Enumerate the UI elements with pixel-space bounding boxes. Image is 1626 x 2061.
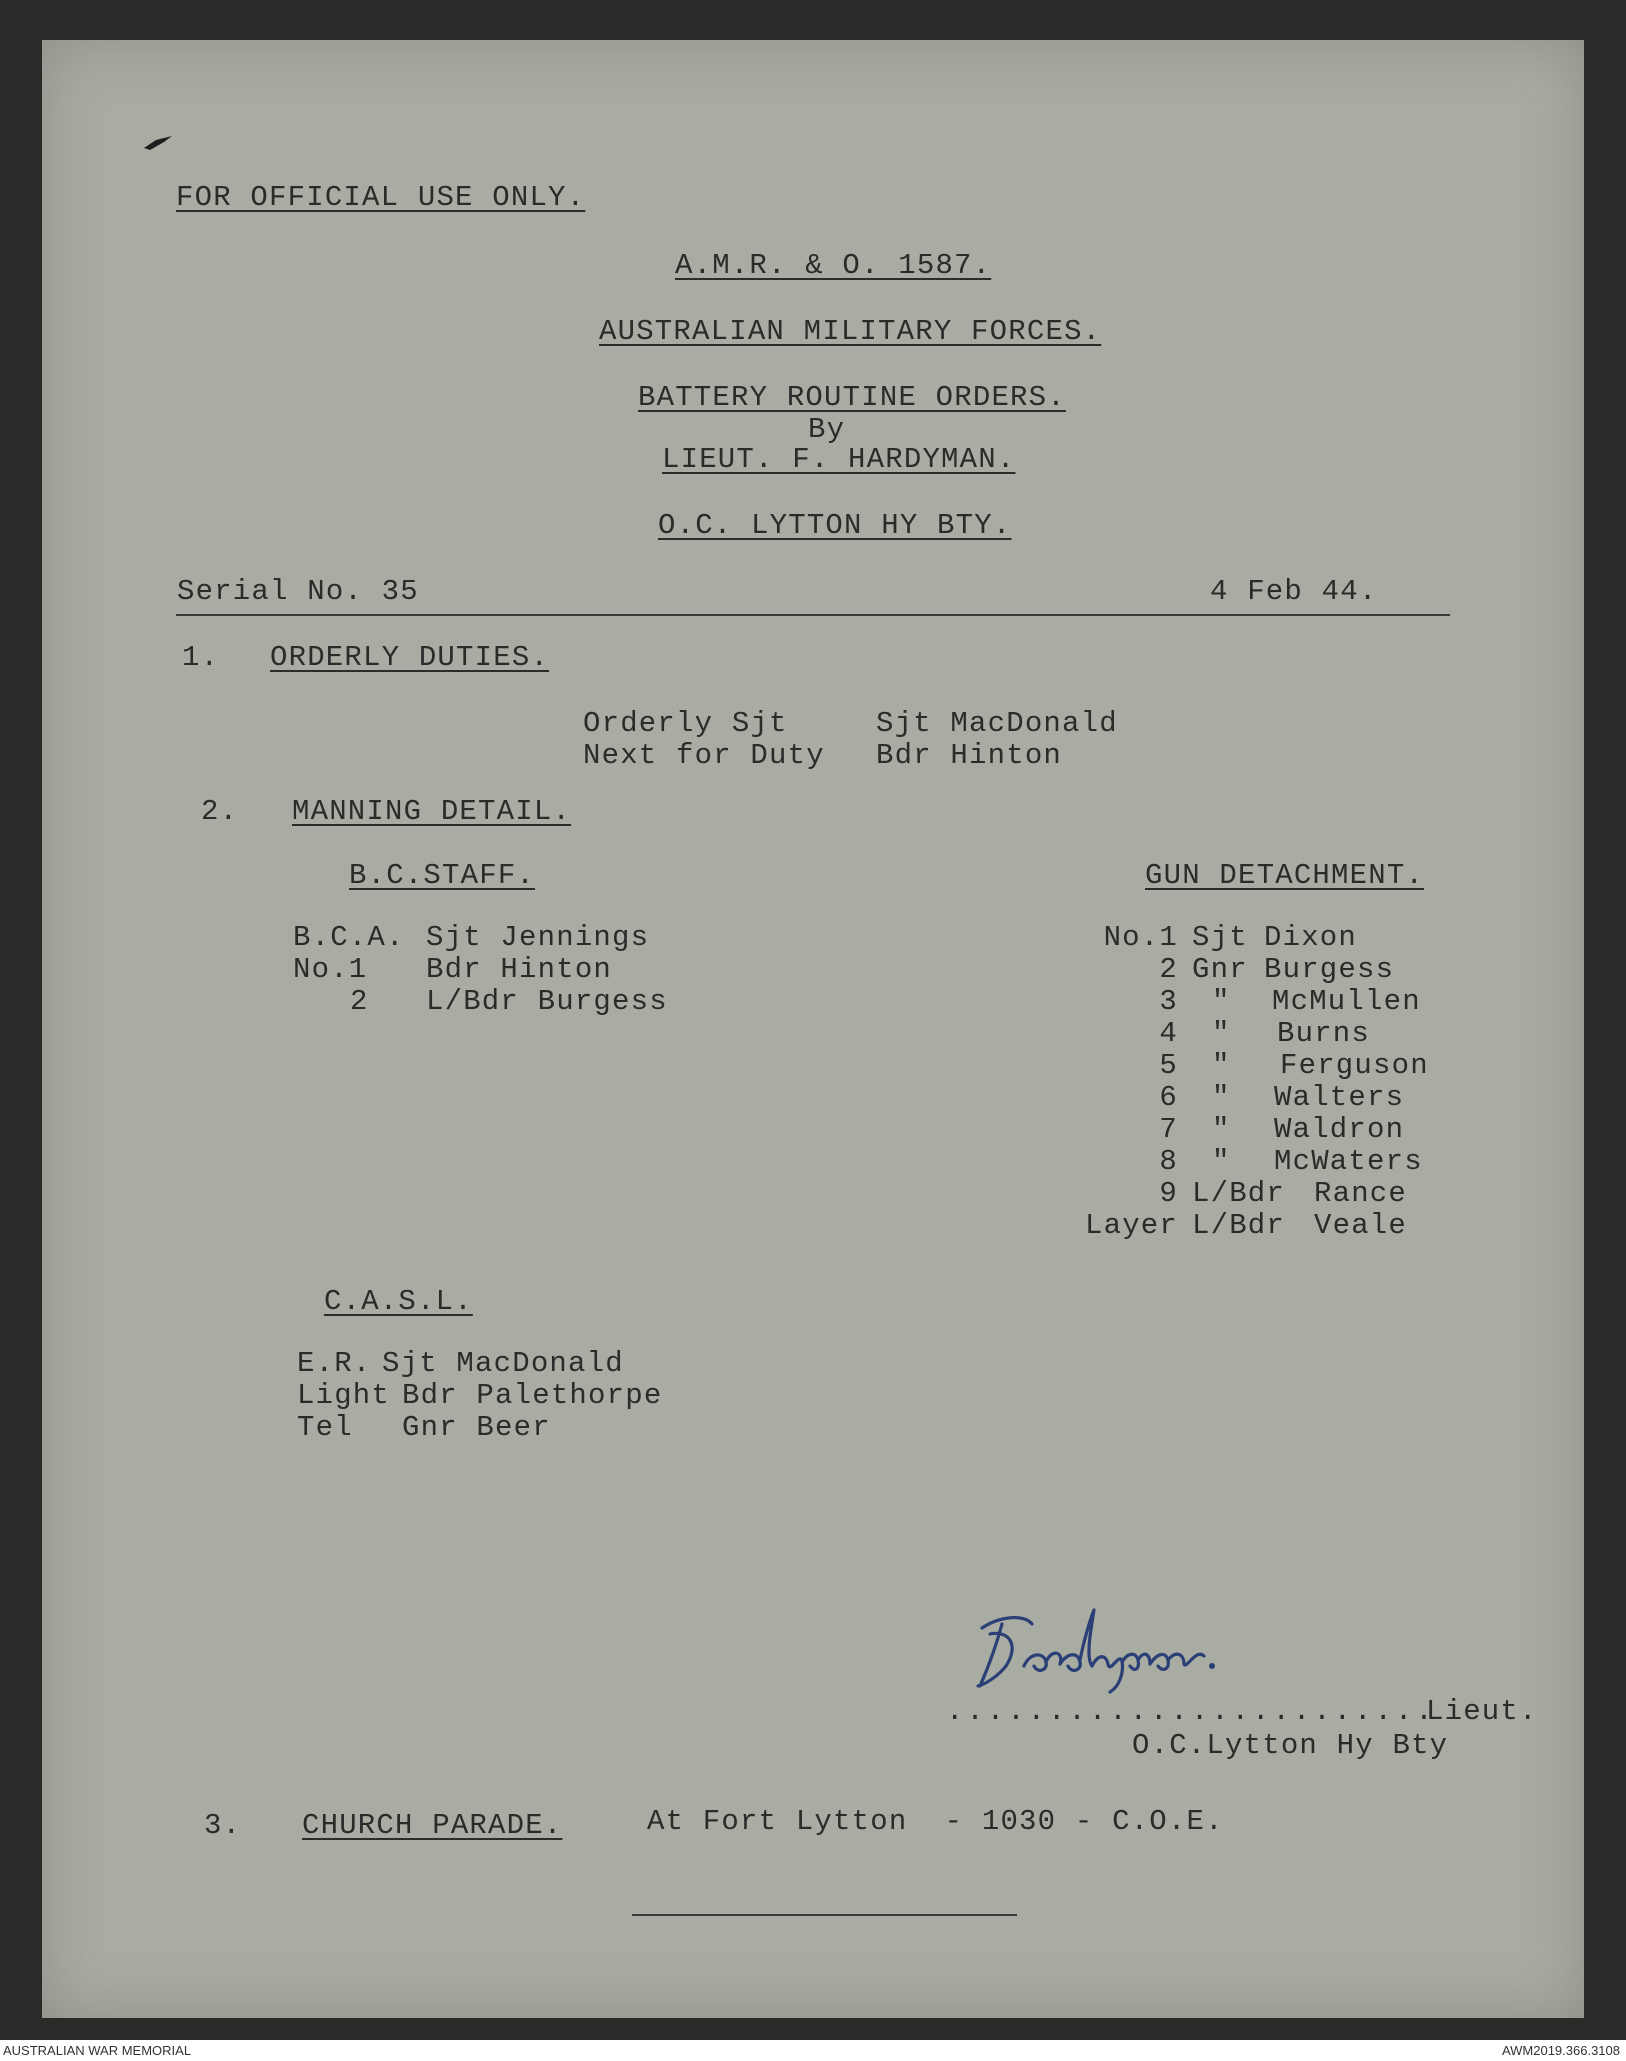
- gun-rank: Sjt: [1192, 921, 1248, 954]
- casl-heading: C.A.S.L.: [324, 1285, 473, 1318]
- church-parade-detail: At Fort Lytton - 1030 - C.O.E.: [647, 1805, 1224, 1838]
- forces-heading: AUSTRALIAN MILITARY FORCES.: [599, 315, 1102, 348]
- gun-position: 2: [1159, 953, 1178, 986]
- orderly-name: Sjt MacDonald: [876, 707, 1118, 740]
- closing-rule: [632, 1914, 1017, 1916]
- gun-position: 6: [1159, 1081, 1178, 1114]
- gun-name: Waldron: [1274, 1113, 1405, 1146]
- section-3-number: 3.: [204, 1809, 242, 1842]
- casl-position: E.R.: [297, 1347, 372, 1380]
- section-3-heading: CHURCH PARADE.: [302, 1809, 563, 1842]
- gun-position: 7: [1159, 1113, 1178, 1146]
- ink-mark: [142, 130, 176, 154]
- gun-rank: ": [1212, 1081, 1231, 1114]
- bc-staff-name: Bdr Hinton: [426, 953, 613, 986]
- gun-name: McWaters: [1274, 1145, 1423, 1178]
- archive-reference: AWM2019.366.3108: [1501, 2043, 1620, 2058]
- by-line: By: [808, 413, 846, 446]
- gun-name: Ferguson: [1280, 1049, 1429, 1082]
- restriction-notice: FOR OFFICIAL USE ONLY.: [176, 181, 586, 214]
- gun-position: 3: [1159, 985, 1178, 1018]
- gun-name: Veale: [1314, 1209, 1408, 1242]
- gun-detachment-heading: GUN DETACHMENT.: [1145, 859, 1425, 892]
- next-duty-role: Next for Duty: [583, 739, 825, 772]
- section-1-number: 1.: [182, 641, 220, 674]
- gun-name: Dixon: [1264, 921, 1358, 954]
- handwritten-signature: [972, 1600, 1412, 1700]
- gun-rank: ": [1212, 1049, 1231, 1082]
- bc-staff-name: Sjt Jennings: [426, 921, 650, 954]
- archive-credit: AUSTRALIAN WAR MEMORIAL: [3, 2043, 192, 2058]
- gun-name: McMullen: [1272, 985, 1421, 1018]
- bc-staff-position: No.1: [293, 953, 368, 986]
- gun-rank: L/Bdr: [1192, 1209, 1286, 1242]
- bc-staff-position: 2: [350, 985, 369, 1018]
- gun-rank: ": [1212, 1017, 1231, 1050]
- gun-position: 5: [1159, 1049, 1178, 1082]
- serial-number: Serial No. 35: [177, 575, 419, 608]
- casl-name: Bdr Palethorpe: [402, 1379, 663, 1412]
- bc-staff-heading: B.C.STAFF.: [349, 859, 536, 892]
- casl-name: Gnr Beer: [402, 1411, 551, 1444]
- gun-name: Rance: [1314, 1177, 1408, 1210]
- gun-rank: L/Bdr: [1192, 1177, 1286, 1210]
- signatory-title: O.C.Lytton Hy Bty: [1132, 1729, 1449, 1762]
- gun-name: Burns: [1277, 1017, 1371, 1050]
- gun-name: Burgess: [1264, 953, 1395, 986]
- orderly-role: Orderly Sjt: [583, 707, 788, 740]
- gun-position: Layer: [1084, 1209, 1178, 1242]
- officer-name: LIEUT. F. HARDYMAN.: [662, 443, 1016, 476]
- orders-title: BATTERY ROUTINE ORDERS.: [638, 381, 1066, 414]
- reference-number: A.M.R. & O. 1587.: [675, 249, 992, 282]
- gun-rank: ": [1212, 985, 1231, 1018]
- gun-rank: Gnr: [1192, 953, 1248, 986]
- document-page: [42, 40, 1584, 2018]
- casl-position: Tel: [297, 1411, 353, 1444]
- gun-rank: ": [1212, 1113, 1231, 1146]
- next-duty-name: Bdr Hinton: [876, 739, 1063, 772]
- signature-dotted-line: ........................: [946, 1695, 1436, 1728]
- gun-name: Walters: [1274, 1081, 1405, 1114]
- command-title: O.C. LYTTON HY BTY.: [658, 509, 1012, 542]
- casl-name: Sjt MacDonald: [382, 1347, 624, 1380]
- gun-position: 4: [1159, 1017, 1178, 1050]
- serial-rule: [176, 614, 1450, 616]
- gun-rank: ": [1212, 1145, 1231, 1178]
- bc-staff-position: B.C.A.: [293, 921, 405, 954]
- gun-position: 8: [1159, 1145, 1178, 1178]
- section-2-number: 2.: [201, 795, 239, 828]
- order-date: 4 Feb 44.: [1210, 575, 1378, 608]
- section-1-heading: ORDERLY DUTIES.: [270, 641, 550, 674]
- section-2-heading: MANNING DETAIL.: [292, 795, 572, 828]
- signatory-rank: Lieut.: [1426, 1695, 1538, 1728]
- bc-staff-name: L/Bdr Burgess: [426, 985, 668, 1018]
- gun-position: 9: [1159, 1177, 1178, 1210]
- gun-position: No.1: [1103, 921, 1178, 954]
- casl-position: Light: [297, 1379, 391, 1412]
